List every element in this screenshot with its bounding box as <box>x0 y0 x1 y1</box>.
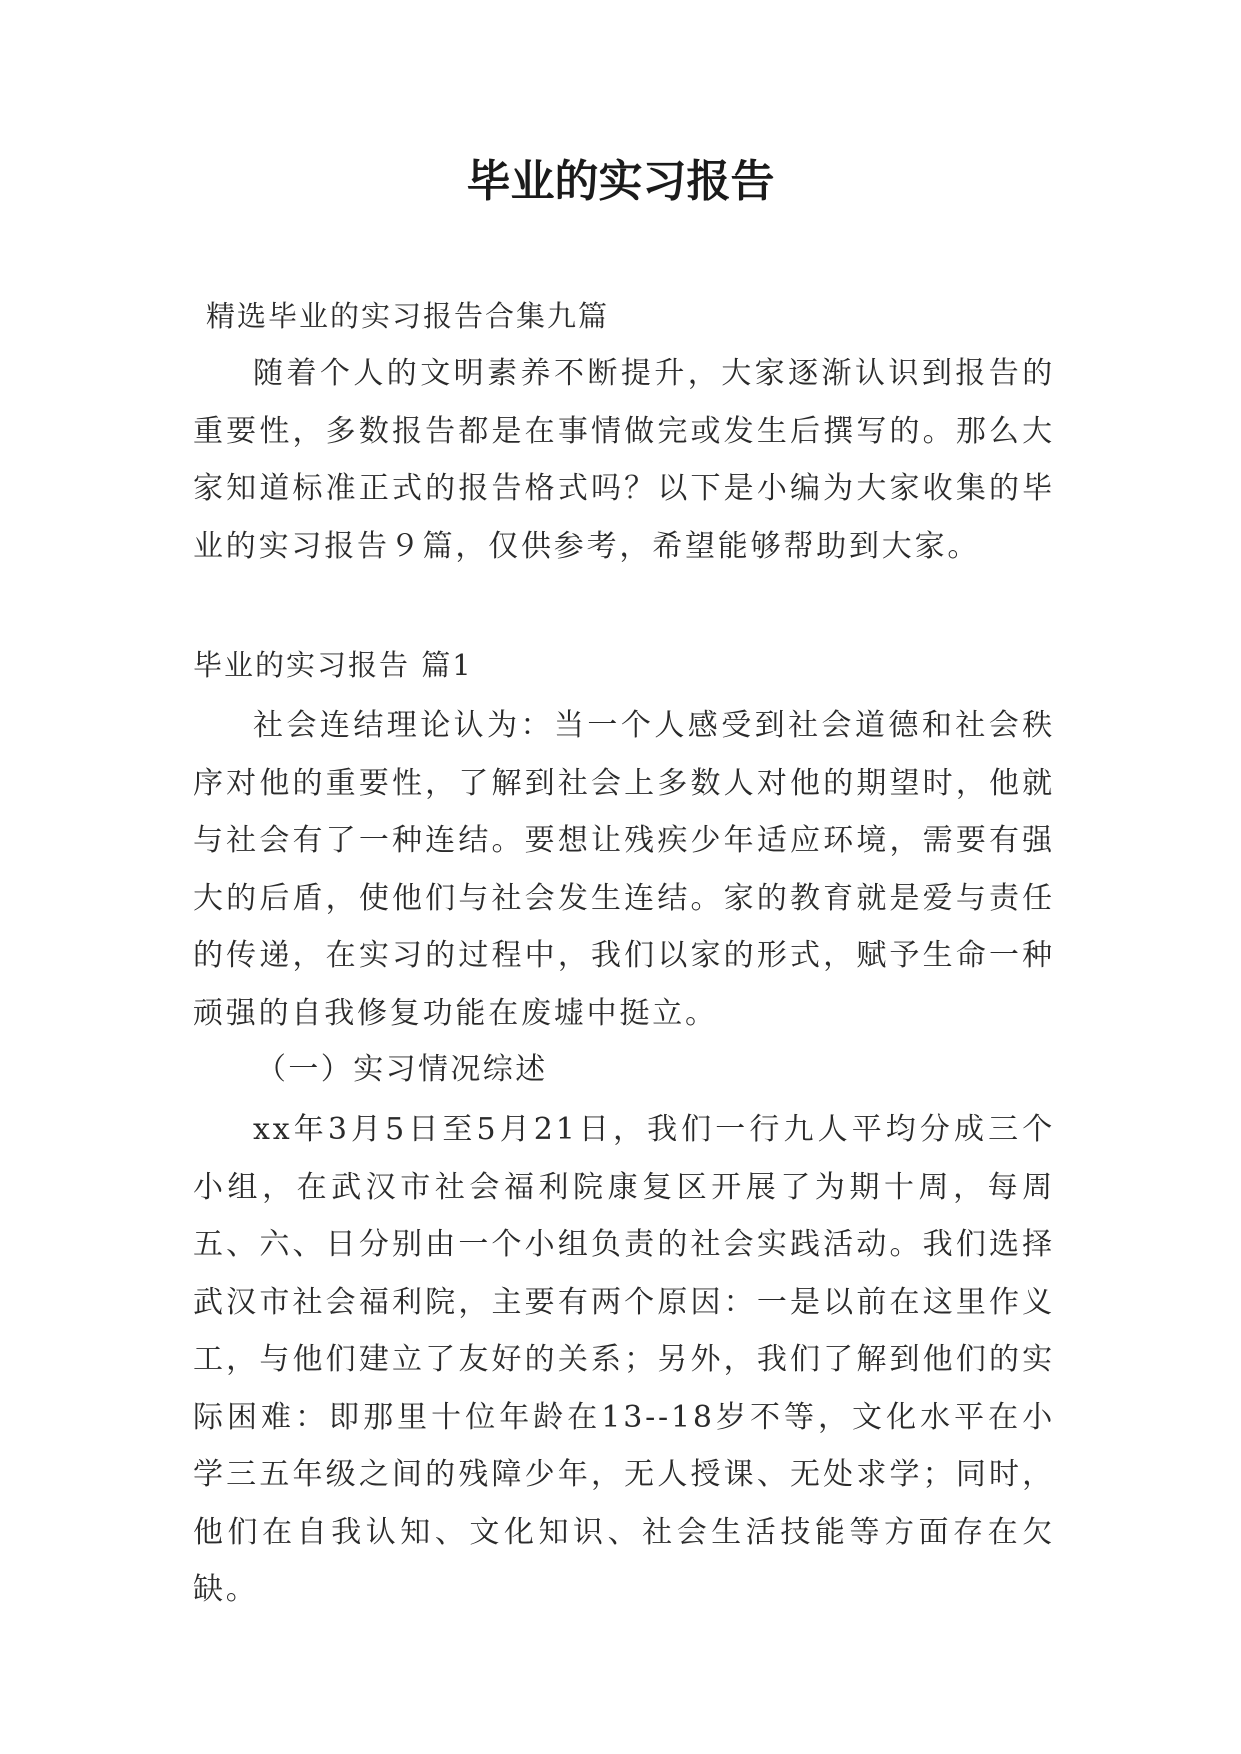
body-paragraph: xx年3月5日至5月21日，我们一行九人平均分成三个小组，在武汉市社会福利院康复区开展了为期十周，每周五、六、日分别由一个小组负责的社会实践活动。我们选择武汉市社会福利院，主要有两个原因：一是以前在这里作义工，与他们建立了友好的关系；另外，我们了解到他们的实际困难：即那里十位年龄在13--18岁不等，文化水平在小学三五年级之间的残障少年，无人授课、无处求学；同时，他们在自我认知、文化知识、社会生活技能等方面存在欠缺。 <box>193 1112 1055 1607</box>
document-title: 毕业的实习报告 <box>466 156 775 207</box>
sub-heading: （一）实习情况综述 <box>256 1052 548 1087</box>
intro-paragraph: 随着个人的文明素养不断提升，大家逐渐认识到报告的重要性，多数报告都是在事情做完或发生后撰写的。那么大家知道标准正式的报告格式吗？以下是小编为大家收集的毕业的实习报告９篇，仅供参考，希望能够帮助到大家。 <box>193 356 1055 564</box>
section-heading: 毕业的实习报告 篇1 <box>193 648 473 682</box>
document-subtitle: 精选毕业的实习报告合集九篇 <box>206 299 610 333</box>
body-paragraph: 社会连结理论认为：当一个人感受到社会道德和社会秩序对他的重要性，了解到社会上多数人对他的期望时，他就与社会有了一种连结。要想让残疾少年适应环境，需要有强大的后盾，使他们与社会发生连结。家的教育就是爱与责任的传递，在实习的过程中，我们以家的形式，赋予生命一种顽强的自我修复功能在废墟中挺立。 <box>193 708 1055 1031</box>
